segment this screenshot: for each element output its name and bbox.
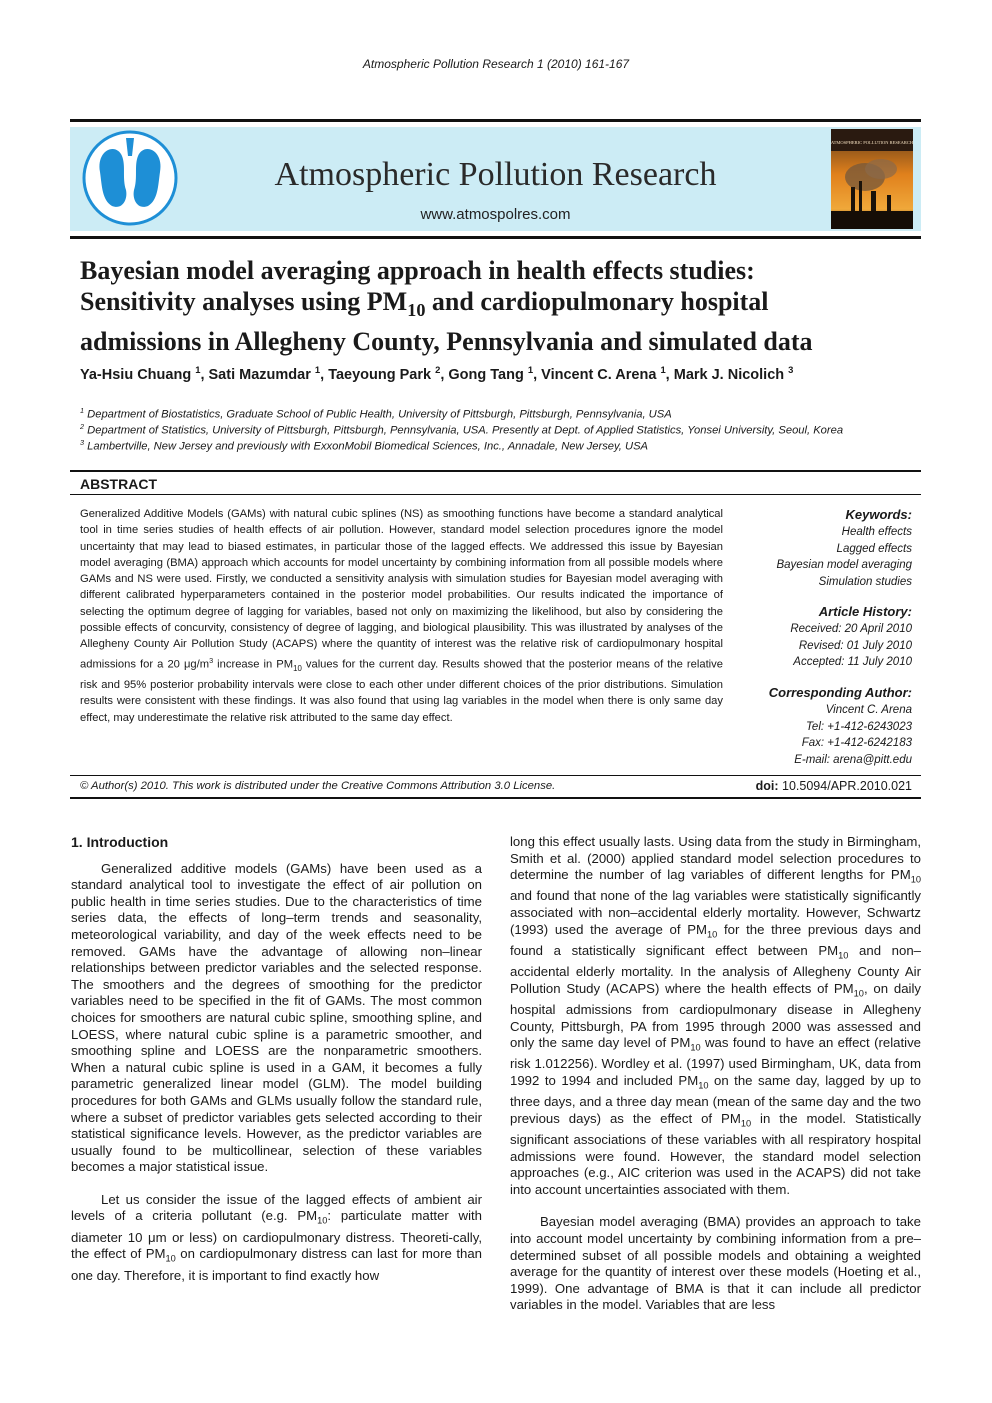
title-line: admissions in Allegheny County, Pennsylvania and simulated data (80, 327, 813, 357)
divider (70, 775, 921, 776)
keyword: Bayesian model averaging (776, 559, 912, 571)
subscript: 10 (853, 988, 864, 999)
abstract-text: Generalized Additive Models (GAMs) with natural cubic splines (NS) as smoothing functions have become a standard analytical tool in time series studies of health effects of air pollution. However, standard model selection procedures ignore the model uncertainty that may lead to biased estimates, in particular those of the lagged effects. We addressed this issue by Bayesian model averaging (BMA) approach which accounts for model uncertainty by combining information from all possible models where GAMs and NS were used. Firstly, we conducted a sensitivity analysis with simulation studies for Bayesian model averaging with different calibrated hyperparameters contained in the posterior model probabilities. Our results indicated the importance of selecting the optimum degree of lagging for variables, based not only on maximizing the likelihood, but also by considering the possible effects of concurvity, consistency of degree of lagging, and biological plausibility. This was illustrated by analyses of the Allegheny County Air Pollution Study (ACAPS) where the quantity of interest was the relative risk of cardiopulmonary hospital admissions for a 20 $\mu g/m^3$ increase in $PM_{10}$ values for the current day. Results showed that the posterior means of the relative risk and 95% posterior probability intervals were close to each other under different choices of the prior distributions. Simulation results were consistent with these findings. It was also found that using lag variables in the model when there is only same day effect, may underestimate the relative risk attributed to the same day effect. (80, 508, 723, 724)
history-block (740, 603, 912, 671)
doi[interactable]: doi: 10.5094/APR.2010.021 (755, 779, 912, 793)
divider (70, 470, 921, 472)
keyword: Simulation studies (818, 575, 912, 588)
cover-title: ATMOSPHERIC POLLUTION RESEARCH (831, 140, 913, 145)
author: Ya-Hsiu Chuang (80, 366, 192, 383)
journal-banner (70, 119, 921, 239)
keyword: Health effects (841, 526, 912, 538)
affiliation: $^2$ Department of Statistics, University of Pittsburgh, Pittsburgh, Pennsylvania, USA. Presently at Dept. of Applied Statistics, Yonsei University, Seoul, Korea (80, 422, 844, 437)
history-item: Accepted: 11 July 2010 (793, 656, 912, 668)
corresponding-heading: Corresponding Author: (768, 685, 912, 700)
subscript: 10 (707, 929, 718, 940)
history-item: Revised: 01 July 2010 (798, 639, 912, 652)
journal-cover-image (831, 129, 913, 229)
history-item: Received: 20 April 2010 (790, 623, 912, 635)
author: Sati Mazumdar (208, 366, 311, 383)
paragraph: Generalized additive models (GAMs) have been used as a standard analytical tool to investigate the effect of air pollution on public health in time series studies. Due to the characteristics of time series data, the effects of long–term trends and seasonality, meteorological variability, and day of the week effects need to be removed. GAMs have the advantage of allowing non–linear relationships between predictor variables and the selected response. The smoothers and the degrees of smoothing for the predictor variables need to be specified in the fit of GAMs. The most common choices for smoothers are natural cubic spline, smoothing spline, and LOESS, where natural cubic spline is a parametric smoother, and smoothing spline and LOESS are the nonparametric smoothers. When a natural cubic spline is used in a GAM, it becomes a fully parametric generalized linear model (GLM). The model building procedures for both GAMs and GLMs usually follow the standard rule, where a subset of predictor variables gets selected according to their statistical significance levels. However, as the predictor variables are usually found to be multicollinear, selection of these variables becomes a major statistical issue. (71, 860, 482, 1175)
abstract-heading: ABSTRACT (80, 476, 157, 492)
corresponding-email[interactable]: E-mail: arena@pitt.edu (794, 753, 912, 766)
body-right-column (510, 834, 921, 1314)
divider (70, 797, 921, 799)
keyword: Lagged effects (836, 542, 912, 555)
subscript: 10 (910, 874, 921, 885)
title-line: Bayesian model averaging approach in health effects studies: (80, 256, 755, 285)
author-list: Ya-Hsiu Chuang $^1$, Sati Mazumdar $^1$, Taeyoung Park $^2$, Gong Tang $^1$, Vincent C. Arena $^1$, Mark J. Nicolich $^3$ (80, 364, 794, 383)
subscript: 10 (838, 950, 849, 961)
subscript: 10 (317, 1216, 328, 1227)
journal-url[interactable]: www.atmospolres.com (420, 206, 571, 223)
affiliation: $^3$ Lambertville, New Jersey and previously with ExxonMobil Biomedical Sciences, Inc., Annadale, New Jersey, USA (80, 438, 649, 453)
journal-title: Atmospheric Pollution Research (274, 156, 717, 193)
license-note: © Author(s) 2010. This work is distributed under the Creative Commons Attribution 3.0 License. (80, 780, 556, 792)
corresponding-fax: Fax: +1-412-6242183 (801, 737, 912, 749)
keywords-heading: Keywords: (845, 507, 912, 522)
subscript: 10 (165, 1253, 176, 1264)
divider (70, 494, 921, 495)
corresponding-tel: Tel: +1-412-6243023 (805, 720, 912, 733)
author: Mark J. Nicolich (673, 366, 785, 383)
history-heading: Article History: (818, 604, 912, 619)
paragraph: Let us consider the issue of the lagged effects of ambient air levels of a criteria pollutant (e.g. $PM_{10}$: particulate matter with diameter 10 μm or less) on cardiopulmonary distress. Theoreti-cally, the effect of $PM_{10}$ on cardiopulmonary distress can last for more than one day. Therefore, it is important to find exactly how (71, 1191, 483, 1283)
journal-reference: Atmospheric Pollution Research 1 (2010) 161-167 (362, 57, 630, 71)
corresponding-name: Vincent C. Arena (825, 704, 912, 716)
affiliation: $^1$ Department of Biostatistics, Graduate School of Public Health, University of Pittsburgh, Pittsburgh, Pennsylvania, USA (80, 406, 672, 421)
paragraph: Bayesian model averaging (BMA) provides an approach to take into account model uncertainty by combining information from a pre–determined subset of all possible models and obtaining a weighted average for the quantity of interest over these models (Hoeting et al., 1999). One advantage of BMA is that it can include all predictor variables in the model. Variables that are less (510, 1214, 921, 1313)
author: Vincent C. Arena (541, 366, 657, 383)
corresponding-block (740, 684, 912, 768)
section-heading: 1. Introduction (71, 834, 169, 850)
subscript: 10 (698, 1080, 709, 1091)
subscript: 10 (690, 1042, 701, 1053)
author: Gong Tang (448, 366, 524, 383)
paper-title (80, 255, 920, 357)
paragraph: long this effect usually lasts. Using data from the study in Birmingham, Smith et al. (2000) applied standard model selection procedures to determine the number of lag variables of different lengths for $PM_{10}$ and found that none of the lag variables were statistically significantly associated with non–accidental elderly mortality. However, Schwartz (1993) used the average of $PM_{10}$ for the three previous days and found a statistically significant effect between $PM_{10}$ and non–accidental elderly mortality. In the analysis of Allegheny County Air Pollution Study (ACAPS) where the health effects of $PM_{10}$, on daily hospital admissions from cardiopulmonary disease in Allegheny County, Pittsburgh, PA from 1995 through 2000 was assessed and only the same day level of $PM_{10}$ was found to have an effect (relative risk 1.012256). Wordley et al. (1997) used Birmingham, UK, data from 1992 to 1994 and included $PM_{10}$ on the same day, lagged by up to three days, and a three day mean (mean of the same day and the two previous days) as the effect of $PM_{10}$ in the model. Statistically significant associations of these variables with all respiratory hospital admissions were found. However, the standard model selection approaches (e.g., AIC criterion was used in the ACAPS) did not take into account uncertainties associated with them. (510, 834, 922, 1197)
body-left-column (71, 834, 482, 1284)
author: Taeyoung Park (328, 366, 432, 383)
title-line: Sensitivity analyses using $PM_{10}$ and cardiopulmonary hospital (80, 287, 769, 321)
subscript: 10 (740, 1118, 752, 1129)
keywords-block (740, 506, 912, 590)
